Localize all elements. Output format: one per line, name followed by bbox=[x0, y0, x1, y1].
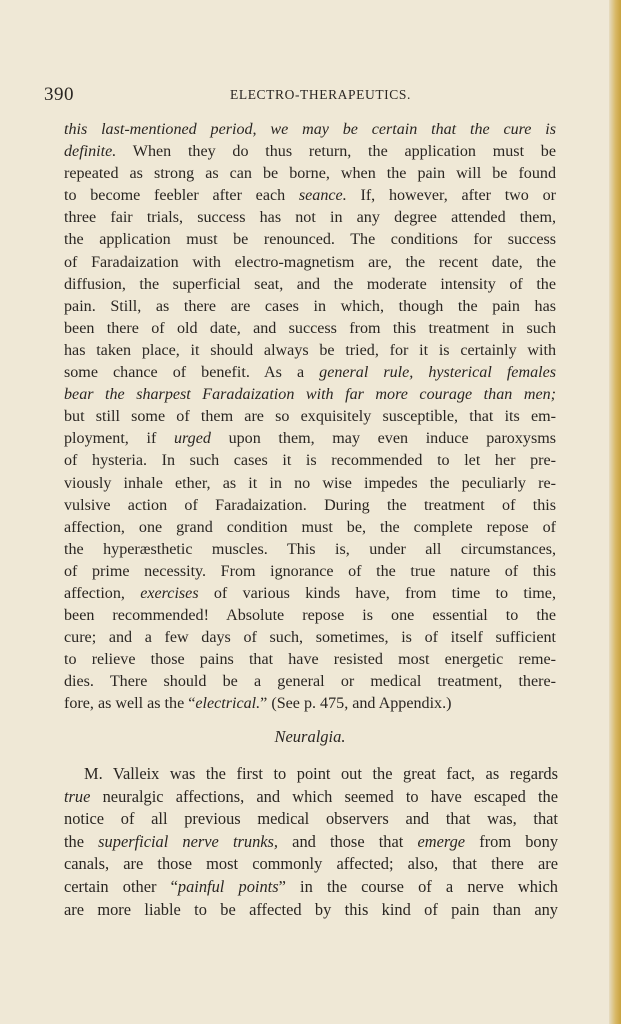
italic-text: definite. bbox=[64, 143, 117, 161]
italic-text: general rule, hysterical females bbox=[319, 364, 556, 382]
text-run: If, however, after two or bbox=[346, 187, 556, 205]
paragraph-1 bbox=[64, 119, 556, 716]
text-run: vulsive action of Faradaization. During the treatment of this bbox=[64, 496, 556, 514]
text-run: M. Valleix was the first to point out the great fact, as regards bbox=[84, 764, 558, 783]
text-run: When they do thus return, the application must be bbox=[116, 143, 556, 161]
text-line bbox=[64, 207, 556, 229]
italic-text: true bbox=[64, 786, 91, 806]
text-run: diffusion, the superficial seat, and the moderate intensity of the bbox=[64, 275, 556, 293]
text-line bbox=[64, 428, 556, 450]
text-run: ” (See p. 475, and Appendix.) bbox=[260, 695, 452, 713]
text-run: been there of old date, and success from this treatment in such bbox=[64, 319, 556, 337]
text-run: of hysteria. In such cases it is recommended to let her pre- bbox=[64, 452, 556, 470]
text-line bbox=[64, 583, 556, 605]
text-run: of Faradaization with electro-magnetism are, the recent date, the bbox=[64, 253, 556, 271]
text-run: ployment, if bbox=[64, 430, 174, 448]
text-line bbox=[64, 362, 556, 384]
italic-text: exercises bbox=[140, 584, 199, 602]
text-run: repeated as strong as can be borne, when the pain will be found bbox=[64, 165, 556, 183]
text-line bbox=[64, 561, 556, 583]
text-run: to relieve those pains that have resisted most energetic reme- bbox=[64, 651, 556, 669]
text-run: but still some of them are so exquisitely susceptible, that its em- bbox=[64, 408, 556, 426]
text-run: cure; and a few days of such, sometimes, is of itself sufficient bbox=[64, 629, 556, 647]
text-line bbox=[64, 876, 558, 899]
text-run: fore, as well as the “ bbox=[64, 695, 196, 713]
text-line bbox=[64, 517, 556, 539]
text-line bbox=[64, 808, 558, 831]
text-line bbox=[64, 141, 556, 163]
text-run: notice of all previous medical observers and that was, that bbox=[64, 809, 558, 829]
text-line bbox=[64, 229, 556, 251]
running-header bbox=[44, 84, 556, 106]
text-line bbox=[64, 340, 556, 362]
text-run: and those that bbox=[278, 831, 418, 851]
italic-text: this last-mentioned period, we may be certain that the cure is bbox=[64, 121, 556, 138]
text-run: of various kinds have, from time to time, bbox=[198, 584, 556, 602]
italic-text: emerge bbox=[417, 831, 466, 851]
text-run: the application must be renounced. The conditions for success bbox=[64, 231, 556, 249]
text-run: canals, are those most commonly affected; also, that there are bbox=[64, 854, 558, 874]
text-run: viously inhale ether, as it in no wise impedes the peculiarly re- bbox=[64, 474, 556, 492]
text-run: of prime necessity. From ignorance of the true nature of this bbox=[64, 562, 556, 580]
text-run: dies. There should be a general or medical treatment, there- bbox=[64, 673, 556, 691]
text-run: certain other “ bbox=[64, 876, 178, 896]
italic-text: painful points bbox=[177, 876, 279, 896]
text-line bbox=[64, 605, 556, 627]
text-line bbox=[64, 831, 558, 854]
text-run: pain. Still, as there are cases in which, though the pain has bbox=[64, 297, 556, 315]
text-line bbox=[64, 853, 558, 876]
text-run: neuralgic affections, and which seemed to have escaped the bbox=[90, 786, 558, 806]
text-line bbox=[64, 252, 556, 274]
text-run: affection, bbox=[64, 584, 141, 602]
italic-text: seance. bbox=[298, 187, 347, 205]
text-run: three fair trials, success has not in any degree attended them, bbox=[64, 209, 556, 227]
text-line bbox=[64, 649, 556, 671]
text-line bbox=[64, 274, 556, 296]
text-run: from bony bbox=[465, 831, 559, 851]
text-run: the hyperæsthetic muscles. This is, under all circumstances, bbox=[64, 540, 556, 558]
text-line bbox=[64, 693, 556, 715]
italic-text: superficial nerve trunks, bbox=[98, 831, 279, 851]
italic-text: electrical. bbox=[195, 695, 261, 713]
text-line bbox=[64, 627, 556, 649]
text-line bbox=[64, 318, 556, 340]
text-run: ” in the course of a nerve which bbox=[278, 876, 558, 896]
text-line bbox=[64, 406, 556, 428]
text-line bbox=[64, 539, 556, 561]
text-run: upon them, may even induce paroxysms bbox=[210, 430, 556, 448]
text-line bbox=[64, 495, 556, 517]
text-line bbox=[64, 185, 556, 207]
text-line bbox=[64, 450, 556, 472]
page-number: 390 bbox=[44, 84, 74, 105]
text-run: are more liable to be affected by this kind of pain than any bbox=[64, 899, 558, 919]
italic-text: bear the sharpest Faradaization with far more courage than men; bbox=[64, 386, 556, 404]
text-line bbox=[64, 899, 558, 922]
text-run: has taken place, it should always be tried, for it is certainly with bbox=[64, 341, 556, 359]
italic-text: urged bbox=[173, 430, 211, 448]
text-run: some chance of benefit. As a bbox=[64, 364, 320, 382]
text-line bbox=[64, 763, 558, 786]
section-heading: Neuralgia. bbox=[274, 727, 346, 746]
running-title: ELECTRO-THERAPEUTICS. bbox=[230, 87, 411, 102]
text-line bbox=[64, 119, 556, 141]
text-line bbox=[64, 671, 556, 693]
text-line bbox=[64, 296, 556, 318]
text-run: affection, one grand condition must be, the complete repose of bbox=[64, 518, 556, 536]
paragraph-2 bbox=[64, 763, 558, 921]
text-run: the bbox=[64, 831, 99, 851]
text-run: to become feebler after each bbox=[64, 187, 299, 205]
text-line bbox=[64, 473, 556, 495]
text-line bbox=[64, 163, 556, 185]
text-run: been recommended! Absolute repose is one essential to the bbox=[64, 607, 556, 625]
page-edge bbox=[609, 0, 621, 1024]
text-line bbox=[64, 384, 556, 406]
text-line bbox=[64, 786, 558, 809]
